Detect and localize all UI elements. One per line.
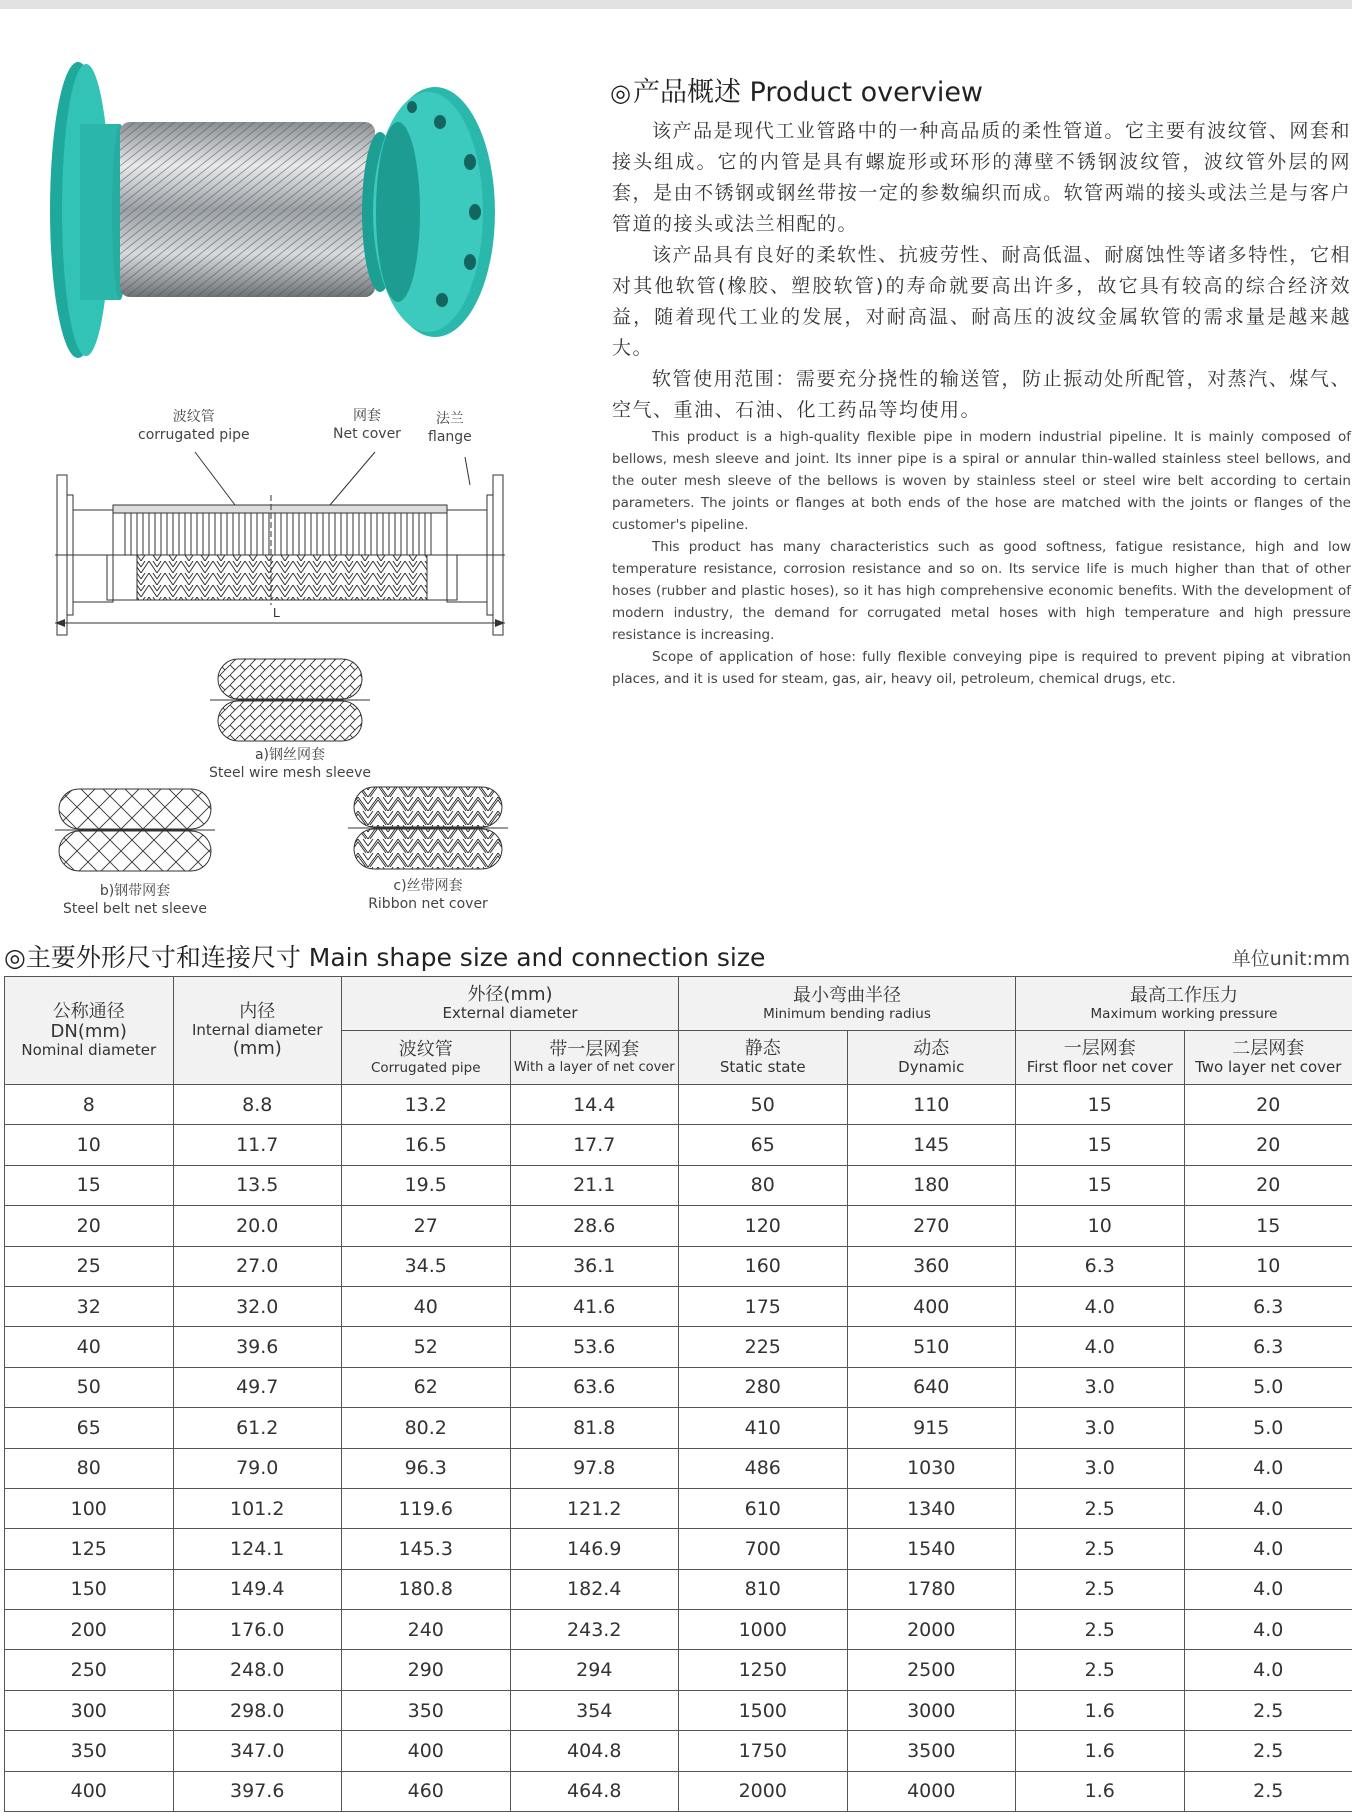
table-cell: 700	[679, 1529, 848, 1569]
table-cell: 2.5	[1016, 1650, 1185, 1690]
table-cell: 3.0	[1016, 1408, 1185, 1448]
table-row	[5, 1246, 1352, 1286]
table-cell: 6.3	[1184, 1286, 1352, 1326]
table-cell: 1750	[679, 1731, 848, 1771]
table-cell: 15	[1016, 1165, 1185, 1205]
table-cell: 2.5	[1184, 1771, 1352, 1811]
label-net-cover: 网套 Net cover	[333, 408, 401, 442]
table-cell: 404.8	[510, 1731, 679, 1771]
table-cell: 121.2	[510, 1488, 679, 1528]
table-cell: 4.0	[1184, 1529, 1352, 1569]
table-cell: 81.8	[510, 1408, 679, 1448]
table-row	[5, 1731, 1352, 1771]
table-cell: 120	[679, 1206, 848, 1246]
table-cell: 1540	[847, 1529, 1016, 1569]
ribbon-net-cover-drawing	[348, 783, 508, 875]
steel-belt-net-sleeve-drawing	[55, 785, 215, 877]
table-row	[5, 1085, 1352, 1125]
table-cell: 3500	[847, 1731, 1016, 1771]
table-cell: 8.8	[173, 1085, 342, 1125]
label-sleeve-b: b)钢带网套 Steel belt net sleeve	[62, 883, 207, 917]
table-cell: 510	[847, 1327, 1016, 1367]
table-cell: 410	[679, 1408, 848, 1448]
table-cell: 20	[5, 1206, 174, 1246]
table-cell: 28.6	[510, 1206, 679, 1246]
table-cell: 15	[1016, 1085, 1185, 1125]
table-cell: 150	[5, 1569, 174, 1609]
table-cell: 110	[847, 1085, 1016, 1125]
label-sleeve-c: c)丝带网套 Ribbon net cover	[368, 878, 488, 912]
label-corrugated-pipe: 波纹管 corrugated pipe	[138, 409, 250, 443]
table-cell: 79.0	[173, 1448, 342, 1488]
table-cell: 4.0	[1184, 1650, 1352, 1690]
overview-en-paragraph-1: This product is a high-quality flexible pipe in modern industrial pipeline. It is mainly composed of bellows, mesh sleeve and joint. Its inner pipe is a spiral or annular thin-walled stainless steel bellows, and the outer mesh sleeve of the bellows is woven by stainless steel or steel wire belt according to certain parameters. The joints or flanges at both ends of the hose are matched with the joints or flanges of the customer's pipeline.	[612, 429, 1351, 533]
table-cell: 27	[342, 1206, 511, 1246]
table-cell: 145.3	[342, 1529, 511, 1569]
size-table	[4, 976, 1352, 1812]
table-cell: 248.0	[173, 1650, 342, 1690]
overview-title: ◎产品概述 Product overview	[610, 77, 984, 108]
table-cell: 125	[5, 1529, 174, 1569]
label-sleeve-a: a)钢丝网套 Steel wire mesh sleeve	[209, 747, 371, 781]
table-cell: 10	[1184, 1246, 1352, 1286]
table-cell: 2500	[847, 1650, 1016, 1690]
table-cell: 149.4	[173, 1569, 342, 1609]
overview-en-paragraph-3: Scope of application of hose: fully flexible conveying pipe is required to prevent piping at vibration places, and it is used for steam, gas, air, heavy oil, petroleum, chemical drugs, etc.	[612, 649, 1351, 687]
header-external-diameter: 外径(mm) External diameter	[342, 977, 679, 1031]
table-cell: 4.0	[1184, 1488, 1352, 1528]
table-cell: 2000	[679, 1771, 848, 1811]
table-cell: 2.5	[1184, 1690, 1352, 1730]
table-cell: 40	[5, 1327, 174, 1367]
hose-product-photo	[50, 62, 510, 362]
table-cell: 270	[847, 1206, 1016, 1246]
table-row	[5, 1327, 1352, 1367]
header-first-net-cover: 一层网套 First floor net cover	[1016, 1031, 1185, 1085]
table-cell: 3.0	[1016, 1448, 1185, 1488]
table-cell: 1340	[847, 1488, 1016, 1528]
table-cell: 280	[679, 1367, 848, 1407]
header-bending-radius: 最小弯曲半径 Minimum bending radius	[679, 977, 1016, 1031]
table-cell: 180.8	[342, 1569, 511, 1609]
table-cell: 1500	[679, 1690, 848, 1730]
label-flange: 法兰 flange	[428, 411, 472, 445]
header-corrugated-pipe: 波纹管 Corrugated pipe	[342, 1031, 511, 1085]
table-cell: 2.5	[1016, 1610, 1185, 1650]
table-cell: 145	[847, 1125, 1016, 1165]
table-cell: 41.6	[510, 1286, 679, 1326]
size-table-body	[5, 1085, 1352, 1812]
table-cell: 65	[5, 1408, 174, 1448]
table-row	[5, 1367, 1352, 1407]
table-cell: 15	[1184, 1206, 1352, 1246]
table-cell: 10	[1016, 1206, 1185, 1246]
table-row	[5, 1286, 1352, 1326]
unit-label: 单位unit:mm	[1231, 948, 1350, 970]
header-internal-diameter: 内径 Internal diameter (mm)	[173, 977, 342, 1085]
steel-wire-mesh-sleeve-drawing	[210, 655, 370, 747]
table-cell: 3000	[847, 1690, 1016, 1730]
table-cell: 180	[847, 1165, 1016, 1205]
table-row	[5, 1690, 1352, 1730]
table-cell: 1780	[847, 1569, 1016, 1609]
table-cell: 610	[679, 1488, 848, 1528]
table-row	[5, 1206, 1352, 1246]
table-cell: 182.4	[510, 1569, 679, 1609]
table-cell: 34.5	[342, 1246, 511, 1286]
table-cell: 101.2	[173, 1488, 342, 1528]
table-row	[5, 1125, 1352, 1165]
table-cell: 300	[5, 1690, 174, 1730]
table-row	[5, 1569, 1352, 1609]
table-cell: 27.0	[173, 1246, 342, 1286]
table-cell: 32	[5, 1286, 174, 1326]
table-cell: 6.3	[1016, 1246, 1185, 1286]
table-cell: 32.0	[173, 1286, 342, 1326]
table-cell: 53.6	[510, 1327, 679, 1367]
table-cell: 52	[342, 1327, 511, 1367]
table-cell: 20	[1184, 1125, 1352, 1165]
header-two-layer-net-cover: 二层网套 Two layer net cover	[1184, 1031, 1352, 1085]
table-cell: 290	[342, 1650, 511, 1690]
table-cell: 160	[679, 1246, 848, 1286]
table-cell: 397.6	[173, 1771, 342, 1811]
table-cell: 17.7	[510, 1125, 679, 1165]
table-cell: 354	[510, 1690, 679, 1730]
table-row	[5, 1165, 1352, 1205]
table-cell: 65	[679, 1125, 848, 1165]
table-cell: 5.0	[1184, 1408, 1352, 1448]
table-cell: 15	[1016, 1125, 1185, 1165]
table-cell: 4.0	[1016, 1327, 1185, 1367]
table-cell: 20	[1184, 1085, 1352, 1125]
table-cell: 400	[5, 1771, 174, 1811]
table-cell: 63.6	[510, 1367, 679, 1407]
top-bar	[0, 0, 1352, 9]
table-row	[5, 1529, 1352, 1569]
overview-cn-paragraph-2: 该产品具有良好的柔软性、抗疲劳性、耐高低温、耐腐蚀性等诸多特性，它相对其他软管(橡胶、塑胶软管)的寿命就要高出许多，故它具有较高的综合经济效益，随着现代工业的发展，对耐高温、耐高压的波纹金属软管的需求量是越来越大。	[612, 244, 1351, 359]
overview-cn-paragraph-3: 软管使用范围：需要充分挠性的输送管，防止振动处所配管，对蒸汽、煤气、空气、重油、石油、化工药品等均使用。	[612, 368, 1351, 421]
table-cell: 49.7	[173, 1367, 342, 1407]
table-cell: 225	[679, 1327, 848, 1367]
size-table-title: ◎主要外形尺寸和连接尺寸 Main shape size and connection size	[4, 943, 766, 972]
table-cell: 243.2	[510, 1610, 679, 1650]
table-cell: 4.0	[1184, 1610, 1352, 1650]
table-cell: 486	[679, 1448, 848, 1488]
table-row	[5, 1488, 1352, 1528]
table-cell: 464.8	[510, 1771, 679, 1811]
table-cell: 96.3	[342, 1448, 511, 1488]
table-cell: 40	[342, 1286, 511, 1326]
table-cell: 1030	[847, 1448, 1016, 1488]
hose-section-diagram	[45, 405, 515, 655]
table-row	[5, 1408, 1352, 1448]
table-cell: 350	[5, 1731, 174, 1771]
overview-en-paragraph-2: This product has many characteristics such as good softness, fatigue resistance, high and low temperature resistance, corrosion resistance and so on. Its service life is much higher than that of other hoses (rubber and plastic hoses), so it has high comprehensive economic benefits. With the development of modern industry, the demand for corrugated metal hoses with high temperature and high pressure resistance is increasing.	[612, 539, 1351, 643]
table-cell: 10	[5, 1125, 174, 1165]
table-cell: 200	[5, 1610, 174, 1650]
table-cell: 100	[5, 1488, 174, 1528]
table-cell: 176.0	[173, 1610, 342, 1650]
circle-mark-icon: ◎	[610, 79, 631, 107]
header-nominal-diameter: 公称通径 DN(mm) Nominal diameter	[5, 977, 174, 1085]
table-cell: 2.5	[1184, 1731, 1352, 1771]
table-cell: 2.5	[1016, 1569, 1185, 1609]
table-cell: 50	[5, 1367, 174, 1407]
table-cell: 80.2	[342, 1408, 511, 1448]
header-with-net-cover: 带一层网套 With a layer of net cover	[510, 1031, 679, 1085]
table-cell: 124.1	[173, 1529, 342, 1569]
table-row	[5, 1650, 1352, 1690]
table-cell: 16.5	[342, 1125, 511, 1165]
table-cell: 119.6	[342, 1488, 511, 1528]
table-row	[5, 1610, 1352, 1650]
table-row	[5, 1448, 1352, 1488]
table-cell: 80	[5, 1448, 174, 1488]
circle-mark-icon: ◎	[4, 943, 26, 972]
table-cell: 50	[679, 1085, 848, 1125]
table-cell: 350	[342, 1690, 511, 1730]
table-cell: 640	[847, 1367, 1016, 1407]
table-cell: 20	[1184, 1165, 1352, 1205]
table-cell: 915	[847, 1408, 1016, 1448]
table-cell: 1.6	[1016, 1771, 1185, 1811]
table-cell: 13.2	[342, 1085, 511, 1125]
table-cell: 298.0	[173, 1690, 342, 1730]
table-cell: 1000	[679, 1610, 848, 1650]
table-cell: 80	[679, 1165, 848, 1205]
table-cell: 11.7	[173, 1125, 342, 1165]
table-cell: 4.0	[1184, 1569, 1352, 1609]
table-cell: 400	[847, 1286, 1016, 1326]
table-cell: 5.0	[1184, 1367, 1352, 1407]
table-cell: 1.6	[1016, 1731, 1185, 1771]
table-cell: 3.0	[1016, 1367, 1185, 1407]
table-cell: 13.5	[173, 1165, 342, 1205]
header-dynamic: 动态 Dynamic	[847, 1031, 1016, 1085]
table-cell: 6.3	[1184, 1327, 1352, 1367]
table-cell: 460	[342, 1771, 511, 1811]
table-cell: 15	[5, 1165, 174, 1205]
table-cell: 14.4	[510, 1085, 679, 1125]
table-cell: 294	[510, 1650, 679, 1690]
table-cell: 21.1	[510, 1165, 679, 1205]
table-cell: 4000	[847, 1771, 1016, 1811]
table-cell: 240	[342, 1610, 511, 1650]
table-cell: 1.6	[1016, 1690, 1185, 1730]
table-cell: 347.0	[173, 1731, 342, 1771]
table-cell: 250	[5, 1650, 174, 1690]
table-cell: 810	[679, 1569, 848, 1609]
table-cell: 2.5	[1016, 1488, 1185, 1528]
table-cell: 19.5	[342, 1165, 511, 1205]
table-cell: 400	[342, 1731, 511, 1771]
table-cell: 146.9	[510, 1529, 679, 1569]
table-cell: 25	[5, 1246, 174, 1286]
table-cell: 39.6	[173, 1327, 342, 1367]
table-cell: 62	[342, 1367, 511, 1407]
table-cell: 1250	[679, 1650, 848, 1690]
table-cell: 61.2	[173, 1408, 342, 1448]
header-static-state: 静态 Static state	[679, 1031, 848, 1085]
table-cell: 36.1	[510, 1246, 679, 1286]
table-cell: 360	[847, 1246, 1016, 1286]
overview-cn-paragraph-1: 该产品是现代工业管路中的一种高品质的柔性管道。它主要有波纹管、网套和接头组成。它的内管是具有螺旋形或环形的薄壁不锈钢波纹管，波纹管外层的网套，是由不锈钢或钢丝带按一定的参数编织而成。软管两端的接头或法兰是与客户管道的接头或法兰相配的。	[612, 120, 1351, 235]
svg-text:L: L	[273, 605, 281, 620]
table-cell: 4.0	[1184, 1448, 1352, 1488]
table-cell: 2000	[847, 1610, 1016, 1650]
table-cell: 175	[679, 1286, 848, 1326]
table-cell: 2.5	[1016, 1529, 1185, 1569]
table-cell: 20.0	[173, 1206, 342, 1246]
header-working-pressure: 最高工作压力 Maximum working pressure	[1016, 977, 1352, 1031]
table-cell: 97.8	[510, 1448, 679, 1488]
table-row	[5, 1771, 1352, 1811]
table-cell: 4.0	[1016, 1286, 1185, 1326]
table-cell: 8	[5, 1085, 174, 1125]
